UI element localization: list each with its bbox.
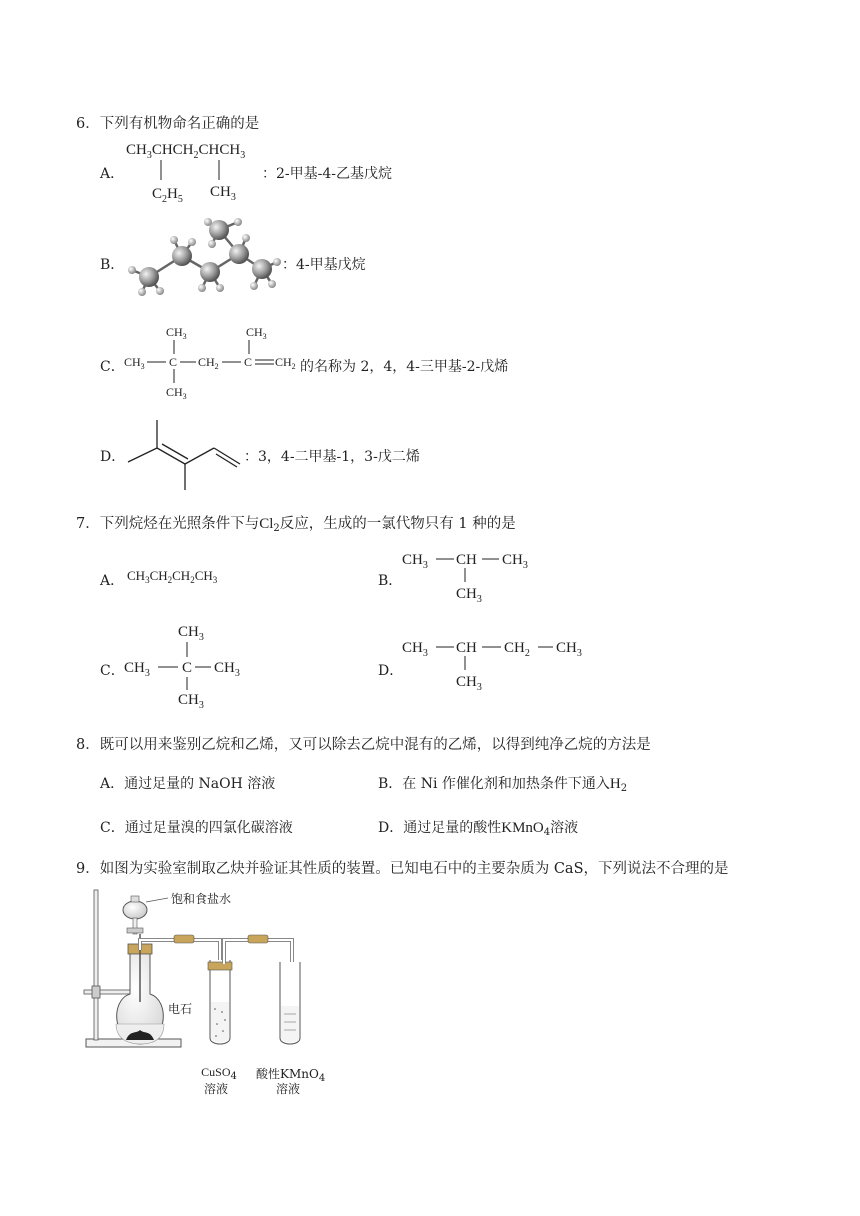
- q7-stem-pre: 7．下列烷烃在光照条件下与: [76, 516, 260, 532]
- svg-text:CH3CH2CH2CH3: $CH_3CH_2CH_2CH_3$: [127, 568, 218, 585]
- q9-label-solution-2: 溶液: [276, 1082, 301, 1096]
- q7-option-c-label: C．: [100, 663, 125, 679]
- q8-option-b: [378, 773, 627, 794]
- svg-text:CH2: $CH_2$: [198, 355, 219, 371]
- q9-label-brine: 饱和食盐水: [171, 892, 232, 906]
- svg-text:CH: CH: [456, 552, 477, 568]
- svg-text:CH3: $CH_3$: [402, 640, 428, 659]
- q8-option-d-kmno: KMnO: [501, 820, 544, 836]
- q7-option-b-label: B．: [378, 573, 403, 589]
- svg-text:CH3CHCH2CHCH3: $CH_3CHCH_2CHCH_3$: [126, 142, 246, 161]
- svg-text:CH2: $CH_2$: [275, 355, 296, 371]
- q8-stem: 8．既可以用来鉴别乙烷和乙烯，又可以除去乙烷中混有的乙烯，以得到纯净乙烷的方法是: [76, 737, 651, 753]
- q7-stem-cl: Cl: [259, 516, 274, 532]
- svg-text:CH3: $CH_3$: [556, 640, 582, 659]
- svg-text:CH3: $CH_3$: [210, 184, 236, 203]
- q6-option-d-skeletal-formula: [122, 414, 247, 494]
- q7-option-a-formula: [125, 564, 245, 588]
- q7-stem: [76, 512, 516, 534]
- q9-stem: 9．如图为实验室制取乙炔并验证其性质的装置。已知电石中的主要杂质为 CaS，下列说法不合理的是: [76, 861, 729, 877]
- svg-text:CH3: $CH_3$: [456, 586, 482, 605]
- svg-text:CH3: $CH_3$: [178, 692, 204, 710]
- q9-label-kmno4-text: 酸性KMnO: [256, 1067, 319, 1081]
- q7-option-c-structure: [120, 620, 255, 710]
- q7-option-d-label: D．: [378, 663, 404, 679]
- svg-text:CH3: $CH_3$: [402, 552, 428, 571]
- q8-option-d-text: D．通过足量的酸性: [378, 820, 502, 836]
- svg-text:CH3: $CH_3$: [502, 552, 528, 571]
- svg-text:CH3: $CH_3$: [124, 660, 150, 679]
- q6-option-b-name: ：4-甲基戊烷: [282, 257, 366, 273]
- svg-text:C: C: [244, 355, 253, 369]
- q6-option-a-structure: [122, 136, 272, 206]
- svg-text:CH3: $CH_3$: [166, 325, 187, 341]
- q6-option-a-name: ：2-甲基-4-乙基戊烷: [262, 166, 393, 182]
- q6-option-d-label: D．: [100, 449, 126, 465]
- svg-text:CH: CH: [456, 640, 477, 656]
- q6-option-a-label: A．: [100, 166, 125, 182]
- svg-text:CH3: $CH_3$: [456, 674, 482, 693]
- q7-stem-post: 反应，生成的一氯代物只有 1 种的是: [279, 516, 516, 532]
- q7-option-d-structure: [398, 632, 598, 694]
- q9-apparatus-diagram: [80, 884, 350, 1054]
- q9-label-cuso4-sub: 4: [230, 1071, 237, 1082]
- q6-option-c-label: C．: [100, 359, 125, 375]
- q9-label-cuso4-text: CuSO: [201, 1065, 231, 1079]
- svg-text:CH3: $CH_3$: [214, 660, 240, 679]
- svg-text:C2H5: $C_2H_5$: [152, 186, 183, 205]
- q6-option-c-structure: [122, 320, 307, 402]
- q9-label-solution-1: 溶液: [204, 1082, 229, 1096]
- q8-option-c: C．通过足量溴的四氯化碳溶液: [100, 820, 293, 836]
- svg-text:CH3: $CH_3$: [124, 355, 145, 371]
- svg-text:C: C: [169, 355, 178, 369]
- svg-text:C: C: [182, 660, 193, 676]
- q7-stem-cl-sub: 2: [273, 523, 280, 534]
- q8-option-b-h: H: [609, 776, 621, 792]
- q6-option-b-label: B．: [100, 257, 125, 273]
- q8-option-a: A．通过足量的 NaOH 溶液: [100, 776, 276, 792]
- q7-option-b-structure: [398, 544, 548, 606]
- q8-option-d-post: 溶液: [550, 820, 579, 836]
- q6-option-b-ball-stick-model: [122, 212, 282, 307]
- q7-option-a-label: A．: [100, 573, 125, 589]
- q9-label-kmno4-sub: 4: [318, 1073, 326, 1084]
- q8-option-b-sub: 2: [620, 783, 628, 794]
- q8-option-b-text: B．在 Ni 作催化剂和加热条件下通入: [378, 776, 610, 792]
- svg-text:CH3: $CH_3$: [178, 624, 204, 643]
- q6-option-d-name: ：3，4-二甲基-1，3-戊二烯: [244, 449, 420, 465]
- q6-stem: 6．下列有机物命名正确的是: [76, 116, 260, 132]
- svg-text:CH3: $CH_3$: [246, 325, 267, 341]
- svg-text:CH3: $CH_3$: [166, 385, 187, 401]
- q8-option-d: [378, 817, 578, 838]
- q9-label-carbide: 电石: [168, 1002, 193, 1016]
- q8-option-d-sub: 4: [543, 827, 551, 838]
- svg-text:CH2: $CH_2$: [504, 640, 530, 659]
- q6-option-c-name: 的名称为 2，4，4-三甲基-2-戊烯: [300, 359, 509, 375]
